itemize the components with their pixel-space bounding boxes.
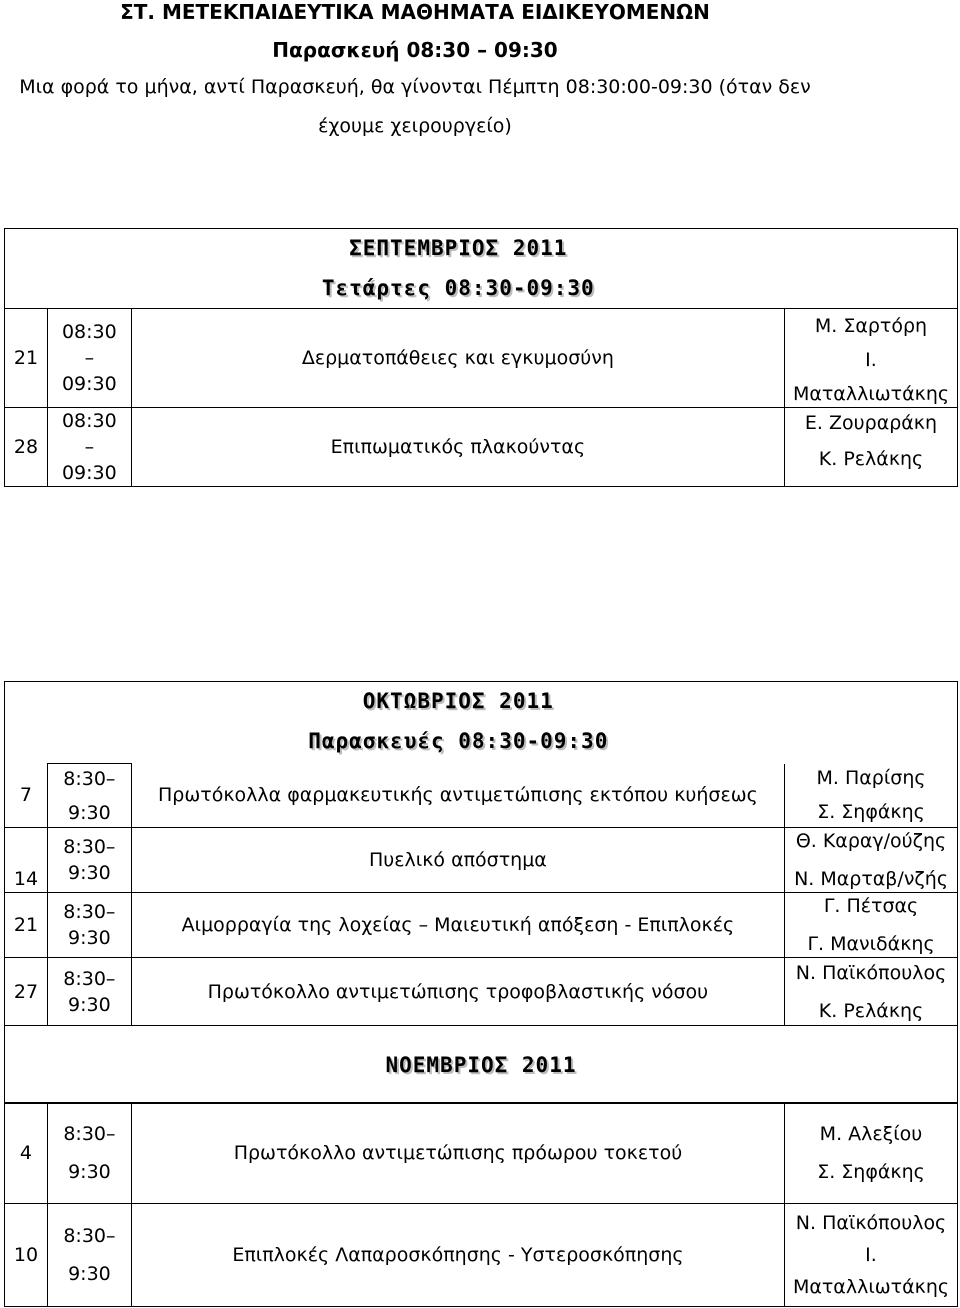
october-time-21 [47, 893, 131, 958]
october-topic-21: Αιμορραγία της λοχείας – Μαιευτική απόξεση - Επιπλοκές [131, 893, 784, 958]
table-row [5, 1103, 958, 1204]
october-corner-left [5, 682, 48, 764]
schedule-note-line-2: έχουμε χειρουργείο) [318, 115, 512, 137]
november-day-10: 10 [5, 1204, 48, 1307]
speaker-1: Γ. Πέτσας [823, 895, 919, 917]
november-topic-10: Επιπλοκές Λαπαροσκόπησης - Υστεροσκόπησης [131, 1204, 784, 1307]
october-time-27 [47, 958, 131, 1026]
time-start: 8:30– [63, 1225, 116, 1247]
october-speakers-21 [785, 893, 958, 958]
time-dash: – [84, 436, 95, 458]
october-topic-27: Πρωτόκολλο αντιμετώπισης τροφοβλαστικής νόσου [131, 958, 784, 1026]
october-weekday: Παρασκευές 08:30-09:30 [308, 729, 609, 753]
time-end: 9:30 [68, 801, 111, 824]
october-topic-7: Πρωτόκολλα φαρμακευτικής αντιμετώπισης εκτόπου κυήσεως [131, 764, 784, 828]
september-corner-left [5, 229, 48, 309]
time-end: 09:30 [61, 462, 117, 484]
speaker-1: Ε. Ζουραράκη [804, 412, 938, 434]
table-row [5, 408, 958, 487]
october-time-14 [47, 828, 131, 893]
speaker-2: Σ. Σηφάκης [817, 1161, 925, 1183]
speaker-2: Κ. Ρελάκης [818, 448, 924, 470]
october-day-7: 7 [5, 764, 48, 828]
time-dash: – [84, 347, 95, 369]
november-time-4 [47, 1103, 131, 1204]
september-month: ΣΕΠΤΕΜΒΡΙΟΣ 2011 [349, 236, 568, 260]
speaker-1: Ν. Παϊκόπουλος [795, 1212, 947, 1234]
speaker-1: Μ. Σαρτόρη [814, 315, 928, 337]
table-row [5, 1204, 958, 1307]
september-topic-28: Επιπωματικός πλακούντας [131, 408, 784, 487]
speaker-1: Μ. Αλεξίου [819, 1123, 923, 1145]
speaker-1: Ν. Παϊκόπουλος [795, 961, 947, 984]
october-header [131, 682, 957, 764]
time-start: 08:30 [61, 410, 117, 432]
schedule-note-line-1: Μια φορά το μήνα, αντί Παρασκευή, θα γίνονται Πέμπτη 08:30:00-09:30 (όταν δεν [19, 76, 811, 98]
speaker-2: Ι. [865, 349, 877, 371]
page-title: ΣΤ. ΜΕΤΕΚΠΑΙΔΕΥΤΙΚΑ ΜΑΘΗΜΑΤΑ ΕΙΔΙΚΕΥΟΜΕΝΩΝ [120, 0, 710, 24]
september-weekday: Τετάρτες 08:30-09:30 [321, 276, 595, 300]
speaker-2: Σ. Σηφάκης [817, 801, 925, 824]
speaker-2-surname: Ματαλλιωτάκης [792, 383, 950, 405]
september-table [4, 228, 958, 487]
time-end: 9:30 [68, 927, 111, 949]
october-speakers-14 [785, 828, 958, 893]
time-start: 8:30– [63, 1123, 116, 1145]
october-day-27: 27 [5, 958, 48, 1026]
october-day-14: 14 [5, 828, 48, 893]
table-row [5, 958, 958, 1026]
september-day-21: 21 [5, 309, 48, 408]
table-row [5, 764, 958, 828]
november-topic-4: Πρωτόκολλο αντιμετώπισης πρόωρου τοκετού [131, 1103, 784, 1204]
october-month: ΟΚΤΩΒΡΙΟΣ 2011 [362, 689, 554, 713]
time-end: 9:30 [68, 1161, 111, 1183]
page-subtitle: Παρασκευή 08:30 – 09:30 [272, 38, 558, 62]
september-speakers-21 [785, 309, 958, 408]
speaker-2: Γ. Μανιδάκης [807, 933, 935, 955]
time-start: 8:30– [63, 901, 116, 923]
table-row [5, 309, 958, 408]
speaker-2: Κ. Ρελάκης [818, 999, 924, 1022]
september-corner-mid [47, 229, 131, 309]
time-end: 09:30 [61, 373, 117, 395]
october-speakers-7 [785, 764, 958, 828]
november-table [4, 1102, 958, 1307]
november-speakers-4 [785, 1103, 958, 1204]
speaker-1: Μ. Παρίσης [816, 767, 926, 790]
time-start: 8:30– [63, 967, 116, 990]
september-day-28: 28 [5, 408, 48, 487]
september-time-21 [47, 309, 131, 408]
october-topic-14: Πυελικό απόστημα [131, 828, 784, 893]
november-day-4: 4 [5, 1103, 48, 1204]
october-time-7 [47, 764, 131, 828]
speaker-2: Ι. [865, 1244, 877, 1266]
september-topic-21: Δερματοπάθειες και εγκυμοσύνη [131, 309, 784, 408]
speaker-2-surname: Ματαλλιωτάκης [792, 1276, 950, 1298]
time-start: 8:30– [63, 836, 116, 858]
time-end: 9:30 [68, 993, 111, 1016]
september-time-28 [47, 408, 131, 487]
october-corner-mid [47, 682, 131, 764]
september-speakers-28 [785, 408, 958, 487]
october-table [4, 681, 958, 1104]
november-month: ΝΟΕΜΒΡΙΟΣ 2011 [5, 1026, 958, 1104]
speaker-2: Ν. Μαρταβ/νζής [794, 868, 948, 890]
speaker-1: Θ. Καραγ/ούζης [795, 830, 947, 852]
october-speakers-27 [785, 958, 958, 1026]
time-end: 9:30 [68, 1263, 111, 1285]
time-start: 08:30 [61, 321, 117, 343]
time-end: 9:30 [68, 862, 111, 884]
time-start: 8:30– [63, 767, 116, 790]
november-time-10 [47, 1204, 131, 1307]
table-row [5, 828, 958, 893]
table-row [5, 893, 958, 958]
october-day-21: 21 [5, 893, 48, 958]
november-speakers-10 [785, 1204, 958, 1307]
september-header [131, 229, 957, 309]
